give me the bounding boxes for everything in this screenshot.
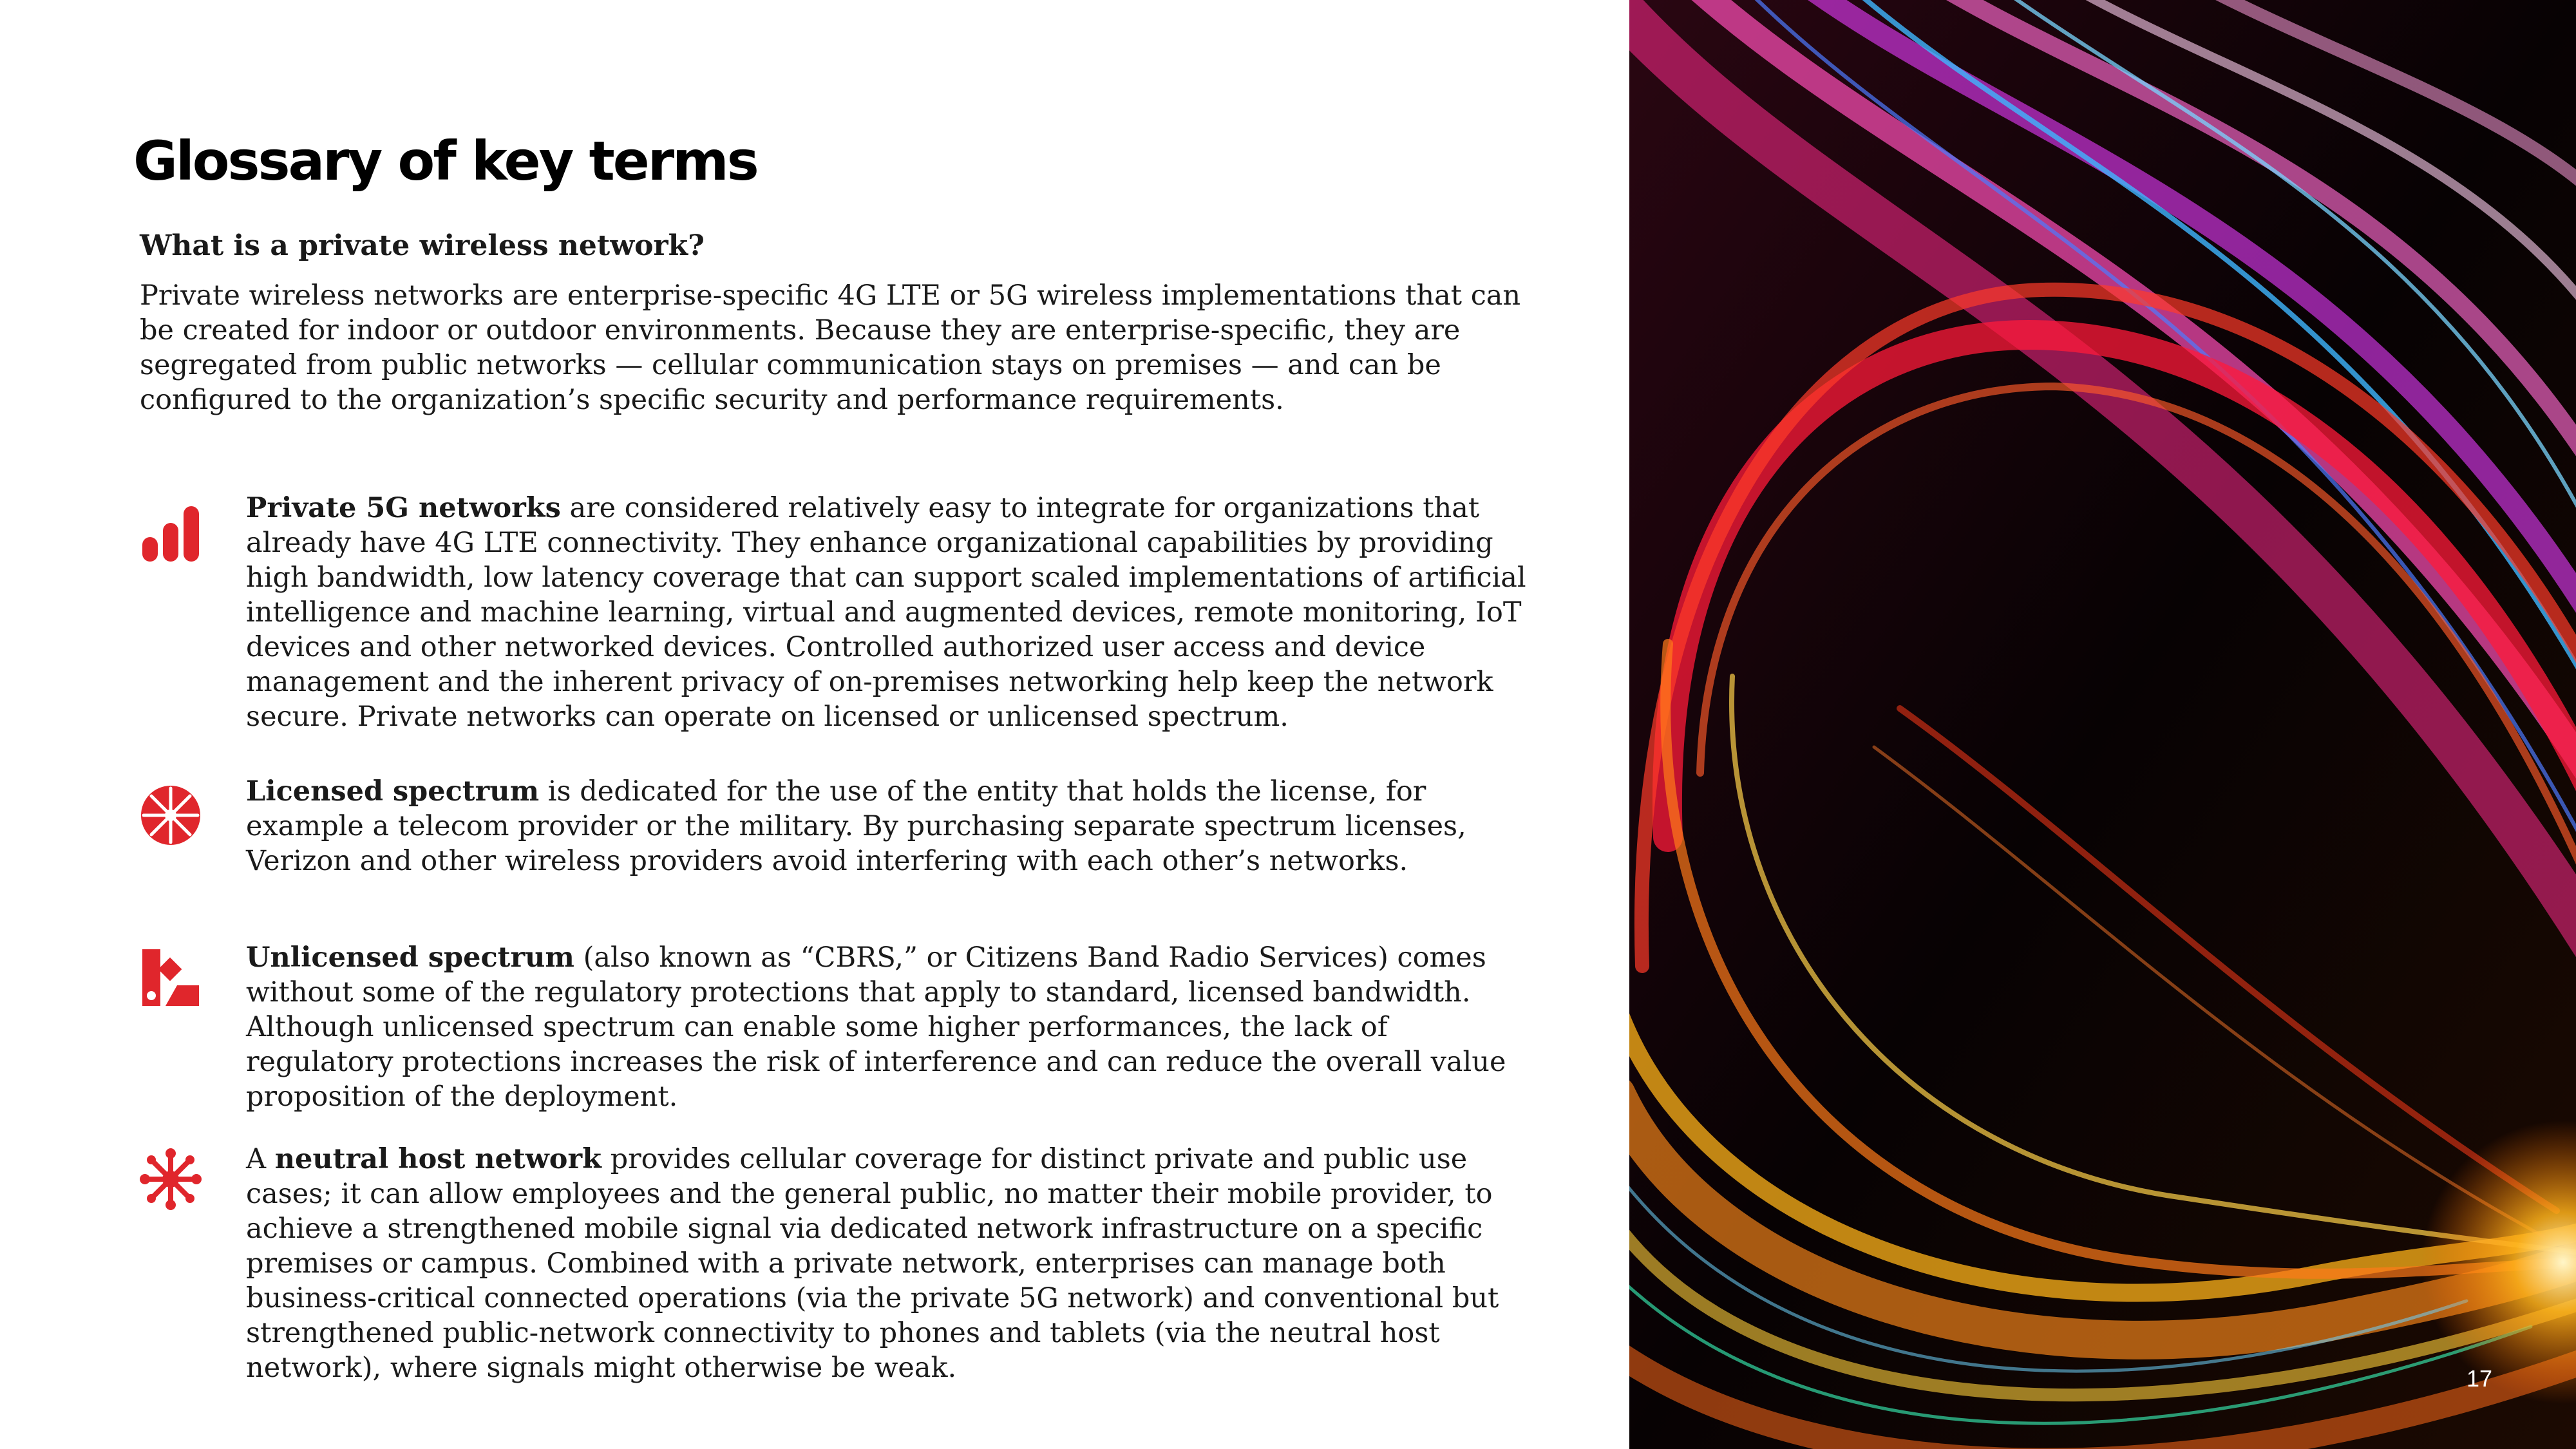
term-text — [246, 491, 1540, 734]
term-text — [246, 940, 1540, 1114]
page-title: Glossary of key terms — [133, 129, 757, 193]
term-name: Unlicensed spectrum — [246, 942, 574, 974]
decorative-light-trails-image — [1629, 0, 2576, 1449]
term-description: are considered relatively easy to integrate for organizations that already have 4G LTE connectivity. They enhance organizational capabilities by providing high bandwidth, low latency coverage that can support scaled implementations of artificial intelligence and machine learning, virtual and augmented devices, remote monitoring, IoT devices and other networked devices. Controlled authorized user access and device management and the inherent privacy of on-premises networking help keep the network secure. Private networks can operate on licensed or unlicensed spectrum. — [246, 492, 1526, 733]
intro-answer: Private wireless networks are enterprise-specific 4G LTE or 5G wireless implementations that can be created for indoor or outdoor environments. Because they are enterprise-specific, they are segregated from public networks — cellular communication stays on premises — and can be configured to the organization’s specific security and performance requirements. — [140, 279, 1521, 416]
term-description: provides cellular coverage for distinct private and public use cases; it can allow employees and the general public, no matter their mobile provider, to achieve a strengthened mobile signal via dedicated network infrastructure on a specific premises or campus. Combined with a private network, enterprises can manage both business-critical connected operations (via the private 5G network) and conventional but strengthened public-network connectivity to phones and tablets (via the neutral host network), where signals might otherwise be weak. — [246, 1143, 1499, 1384]
network-node-icon — [140, 1148, 202, 1210]
page-number: 17 — [2466, 1365, 2492, 1392]
light-trails-graphic — [1629, 0, 2576, 1449]
bar-chart-icon — [140, 504, 202, 565]
term-name: neutral host network — [274, 1143, 601, 1175]
term-name: Private 5G networks — [246, 492, 561, 524]
intro-question: What is a private wireless network? — [140, 229, 705, 262]
term-text — [246, 1142, 1540, 1385]
term-name: Licensed spectrum — [246, 775, 540, 808]
shapes-icon — [140, 947, 202, 1009]
term-description: is dedicated for the use of the entity that holds the license, for example a telecom provider or the military. By purchasing separate spectrum licenses, Verizon and other wireless providers avoid interfering with each other’s networks. — [246, 775, 1466, 877]
term-text — [246, 774, 1540, 878]
spoked-wheel-icon — [140, 784, 202, 846]
intro-section — [140, 227, 1544, 417]
term-prefix: A — [246, 1143, 275, 1175]
term-description: (also known as “CBRS,” or Citizens Band Radio Services) comes without some of the regulatory protections that apply to standard, licensed bandwidth. Although unlicensed spectrum can enable some higher performances, the lack of regulatory protections increases the risk of interference and can reduce the overall value proposition of the deployment. — [246, 942, 1506, 1113]
